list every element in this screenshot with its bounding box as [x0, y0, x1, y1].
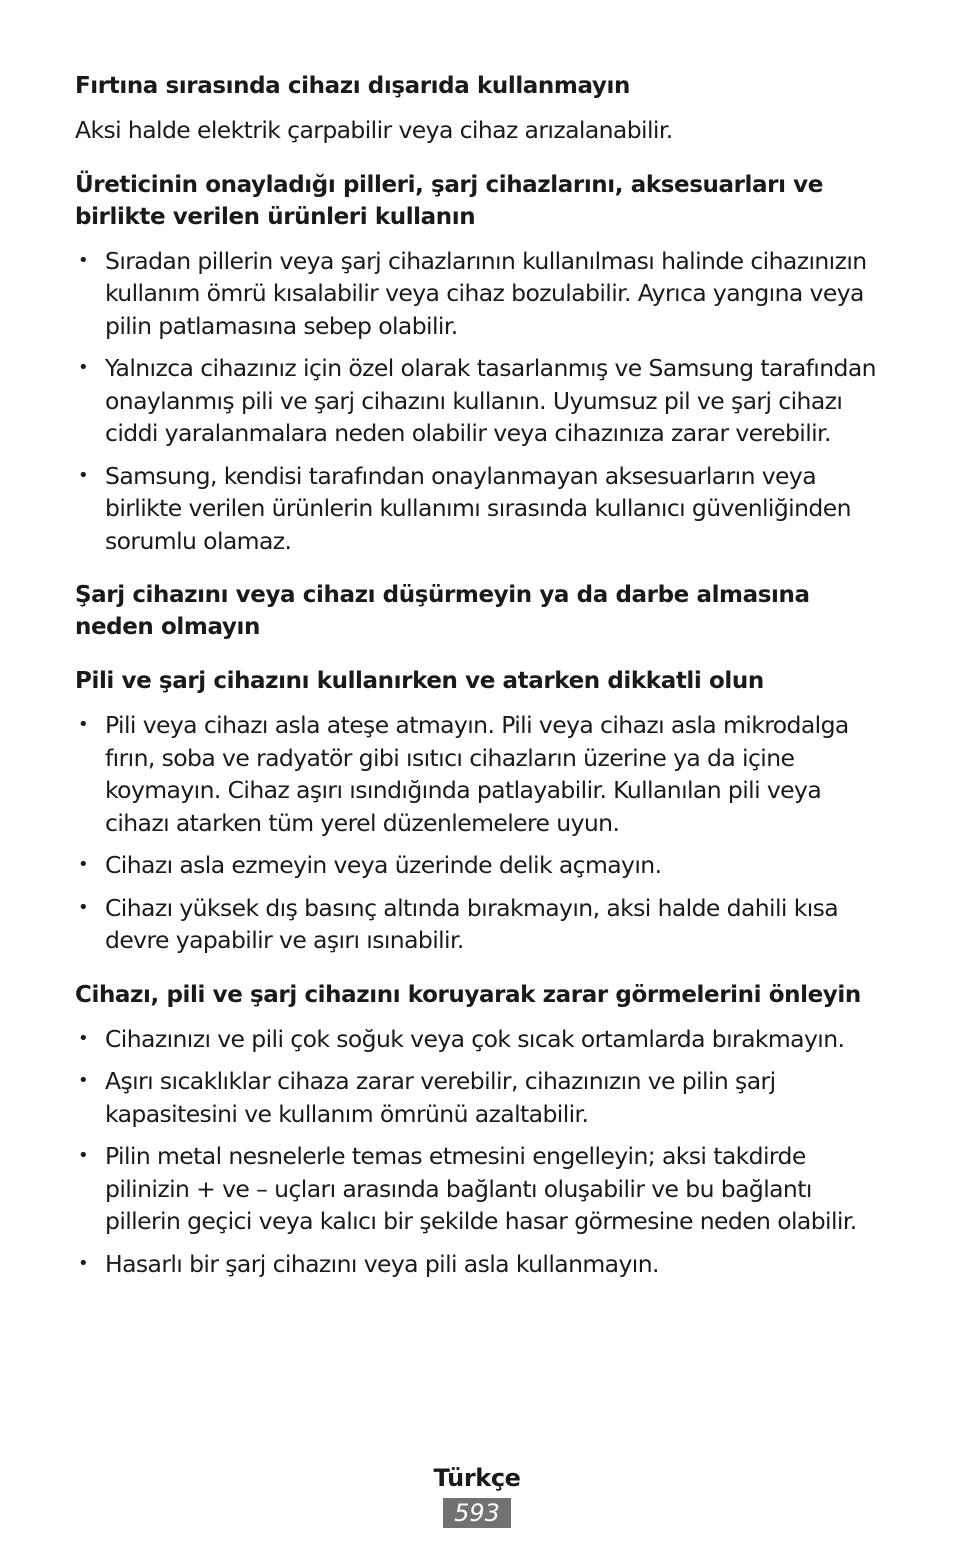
section-paragraph: Aksi halde elektrik çarpabilir veya cihaz arızalanabilir. [75, 116, 673, 144]
list-item-text: Cihazı asla ezmeyin veya üzerinde delik açmayın. [105, 851, 662, 879]
bullet-icon: • [78, 896, 89, 918]
list-item [75, 352, 885, 450]
section-heading: Fırtına sırasında cihazı dışarıda kullanmayın [75, 73, 630, 99]
list-item-text: Sıradan pillerin veya şarj cihazlarının kullanılması halinde cihazınızın kullanım ömrü kısalabilir veya cihaz bozulabilir. Ayrıca yangına veya pilin patlamasına sebep olabilir. [105, 246, 867, 340]
list-item [75, 1248, 885, 1281]
list-item [75, 709, 885, 839]
page-number: 593 [443, 1498, 511, 1528]
list-item [75, 460, 885, 558]
list-item-text: Aşırı sıcaklıklar cihaza zarar verebilir, cihazınızın ve pilin şarj kapasitesini ve kullanım ömrünü azaltabilir. [105, 1067, 776, 1128]
list-item [75, 1140, 885, 1238]
list-item [75, 1065, 885, 1130]
list-item-text: Pilin metal nesnelerle temas etmesini engelleyin; aksi takdirde pilinizin + ve – uçları arasında bağlantı oluşabilir ve bu bağlantı pillerin geçici veya kalıcı bir şekilde hasar görmesine neden olabilir. [105, 1142, 857, 1235]
list-item-text: Cihazı yüksek dış basınç altında bırakmayın, aksi halde dahili kısa devre yapabilir ve aşırı ısınabilir. [105, 893, 839, 954]
section-approved-accessories [75, 169, 885, 558]
section-heading: Üreticinin onayladığı pilleri, şarj cihazlarını, aksesuarları ve birlikte verilen ürünleri kullanın [75, 171, 823, 230]
section-heading: Cihazı, pili ve şarj cihazını koruyarak zarar görmelerini önleyin [75, 981, 861, 1008]
bullet-list [75, 1023, 885, 1281]
footer-language: Türkçe [433, 1464, 521, 1492]
bullet-icon: • [78, 1145, 89, 1166]
list-item [75, 1023, 885, 1056]
bullet-icon: • [78, 249, 89, 271]
list-item-text: Pili veya cihazı asla ateşe atmayın. Pili veya cihazı asla mikrodalga fırın, soba ve radyatör gibi ısıtıcı cihazların üzerine ya da içine koymayın. Cihaz aşırı ısındığında patlayabilir. Kullanılan pili veya cihazı atarken tüm yerel düzenlemelere uyun. [105, 711, 849, 837]
document-body [75, 70, 885, 1302]
section-device-protection [75, 979, 885, 1281]
bullet-icon: • [78, 714, 89, 735]
section-heading: Pili ve şarj cihazını kullanırken ve atarken dikkatli olun [75, 668, 764, 694]
bullet-icon: • [78, 1252, 89, 1274]
list-item [75, 245, 885, 343]
list-item-text: Hasarlı bir şarj cihazını veya pili asla kullanmayın. [105, 1249, 659, 1278]
section-battery-disposal [75, 665, 885, 957]
bullet-list [75, 245, 885, 558]
list-item [75, 849, 885, 882]
bullet-icon: • [78, 854, 89, 875]
bullet-icon: • [78, 357, 89, 378]
list-item-text: Yalnızca cihazınız için özel olarak tasarlanmış ve Samsung tarafından onaylanmış pili ve şarj cihazını kullanın. Uyumsuz pil ve şarj cihazı ciddi yaralanmalara neden olabilir veya cihazınıza zarar verebilir. [105, 354, 876, 447]
bullet-icon: • [78, 1027, 89, 1049]
section-drop-warning [75, 579, 885, 643]
bullet-icon: • [78, 1070, 89, 1091]
list-item [75, 892, 885, 957]
bullet-icon: • [78, 464, 89, 486]
list-item-text: Samsung, kendisi tarafından onaylanmayan aksesuarların veya birlikte verilen ürünlerin kullanımı sırasında kullanıcı güvenliğinden sorumlu olamaz. [105, 461, 851, 555]
section-storm-warning [75, 70, 885, 147]
bullet-list [75, 709, 885, 957]
list-item-text: Cihazınızı ve pili çok soğuk veya çok sıcak ortamlarda bırakmayın. [105, 1024, 845, 1053]
page-footer [0, 1462, 954, 1528]
section-heading: Şarj cihazını veya cihazı düşürmeyin ya da darbe almasına neden olmayın [75, 582, 810, 640]
